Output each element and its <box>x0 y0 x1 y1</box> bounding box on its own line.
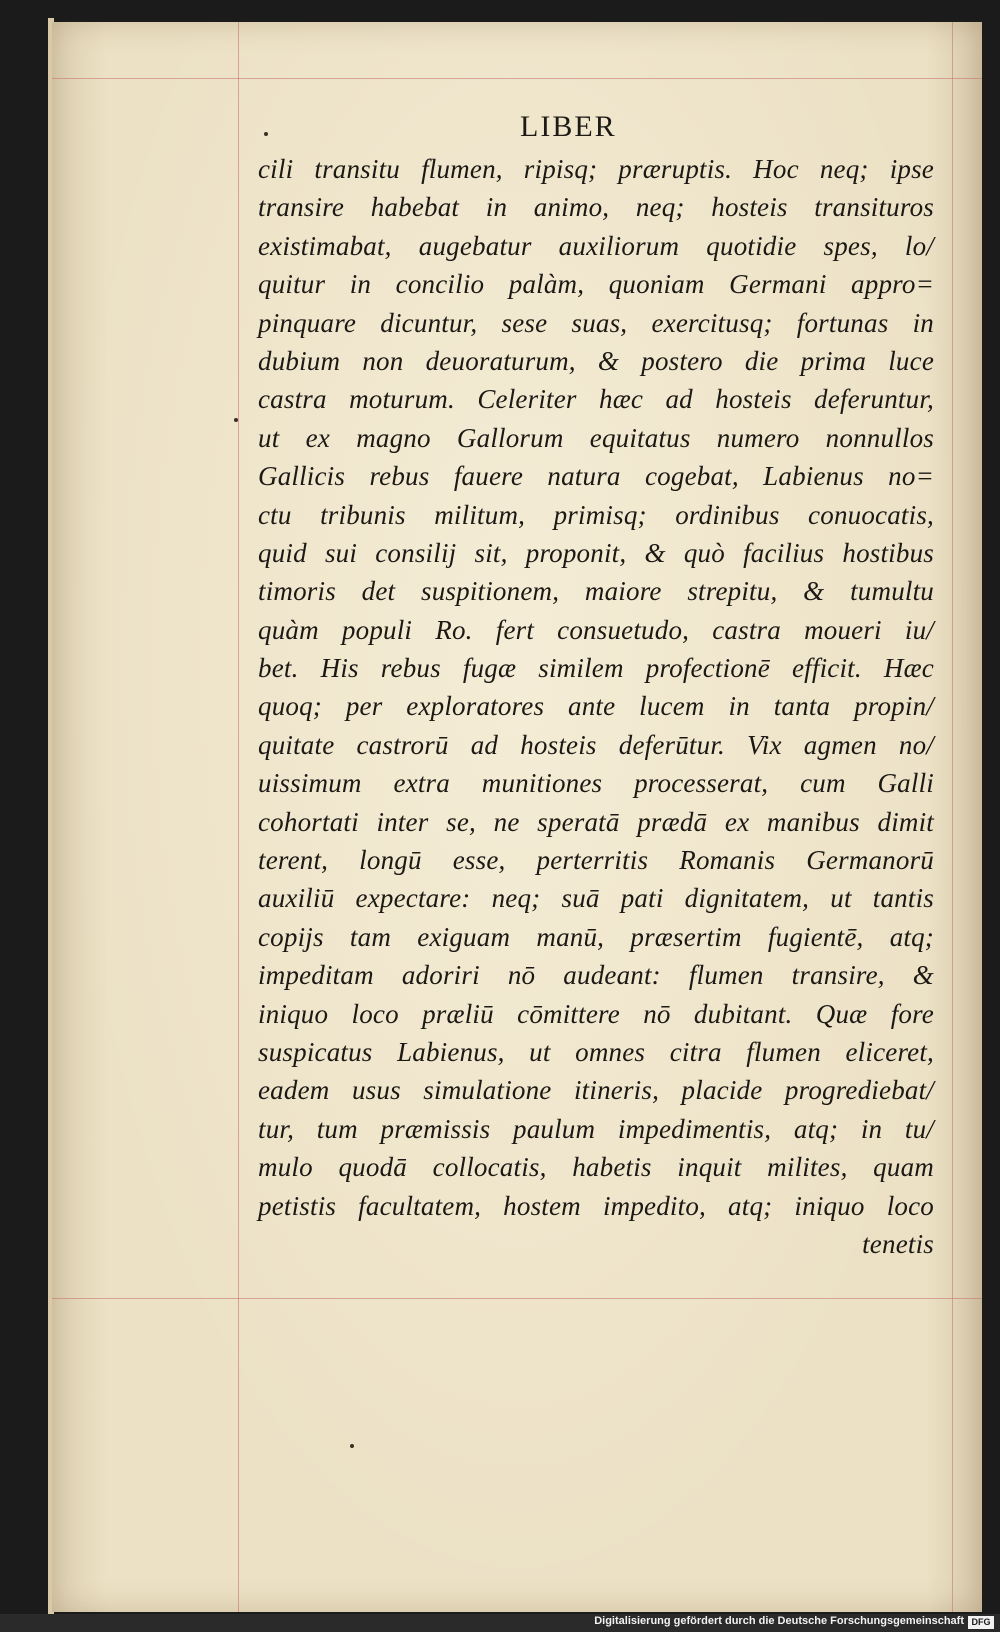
text-line: timoris det suspitionem, maiore strepitu, & tumultu <box>258 576 934 607</box>
text-line: suspicatus Labienus, ut omnes citra flumen eliceret, <box>258 1036 934 1067</box>
ink-spot <box>234 418 238 422</box>
text-line: terent, longū esse, perterritis Romanis Germanorū <box>258 845 934 876</box>
funding-notice: Digitalisierung gefördert durch die Deutsche Forschungsgemeinschaft <box>594 1615 964 1627</box>
text-line: quitur in concilio palàm, quoniam Germani appro= <box>258 269 934 300</box>
text-line: ctu tribunis militum, primisq; ordinibus conuocatis, <box>258 499 934 530</box>
text-line: uissimum extra munitiones processerat, cum Galli <box>258 768 934 799</box>
text-line: transire habebat in animo, neq; hosteis transituros <box>258 192 934 223</box>
margin-rule-top <box>52 78 982 79</box>
text-line: Gallicis rebus fauere natura cogebat, Labienus no= <box>258 461 934 492</box>
text-line: tur, tum præmissis paulum impedimentis, atq; in tu/ <box>258 1113 934 1144</box>
text-line: dubium non deuoraturum, & postero die prima luce <box>258 345 934 376</box>
text-line: auxiliū expectare: neq; suā pati dignitatem, ut tantis <box>258 883 934 914</box>
text-line: quàm populi Ro. fert consuetudo, castra moueri iu/ <box>258 614 934 645</box>
margin-rule-right <box>952 22 953 1612</box>
text-line: petistis facultatem, hostem impedito, atq; iniquo loco <box>258 1190 934 1221</box>
text-line: ut ex magno Gallorum equitatus numero nonnullos <box>258 422 934 453</box>
text-block <box>258 150 934 1263</box>
ink-spot <box>350 1444 354 1448</box>
text-line: castra moturum. Celeriter hæc ad hosteis deferuntur, <box>258 384 934 415</box>
margin-rule-bottom <box>52 1298 982 1299</box>
text-line: eadem usus simulatione itineris, placide progrediebat/ <box>258 1075 934 1106</box>
margin-rule-left <box>238 22 239 1612</box>
text-line: mulo quodā collocatis, habetis inquit milites, quam <box>258 1152 934 1183</box>
text-line: iniquo loco præliū cōmittere nō dubitant. Quæ fore <box>258 998 934 1029</box>
text-line: quoq; per exploratores ante lucem in tanta propin/ <box>258 691 934 722</box>
text-line: cili transitu flumen, ripisq; præruptis. Hoc neq; ipse <box>258 154 934 184</box>
text-line: copijs tam exiguam manū, præsertim fugientē, atq; <box>258 921 934 952</box>
text-line: bet. His rebus fugæ similem profectionē efficit. Hæc <box>258 653 934 684</box>
catchword: tenetis <box>862 1228 934 1259</box>
running-head: LIBER <box>520 110 617 143</box>
text-line: quitate castrorū ad hosteis deferūtur. Vix agmen no/ <box>258 729 934 760</box>
text-line: quid sui consilij sit, proponit, & quò facilius hostibus <box>258 537 934 568</box>
ink-spot <box>264 132 268 136</box>
dfg-logo: DFG <box>968 1616 994 1629</box>
text-line: cohortati inter se, ne speratā prædā ex manibus dimit <box>258 806 934 837</box>
text-line: existimabat, augebatur auxiliorum quotidie spes, lo/ <box>258 230 934 261</box>
text-line: pinquare dicuntur, sese suas, exercitusq; fortunas in <box>258 307 934 338</box>
text-line: impeditam adoriri nō audeant: flumen transire, & <box>258 960 934 991</box>
